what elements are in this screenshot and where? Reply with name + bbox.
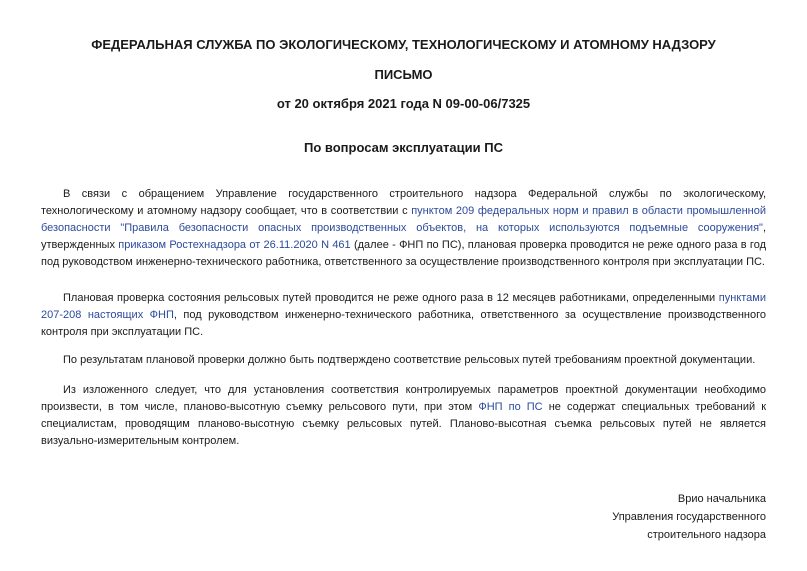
paragraph-text: , под руководством инженерно-технического работника, ответственного за осуществление производственного контроля при эксплуатации ПС. <box>41 309 766 338</box>
paragraph-1 <box>41 186 766 271</box>
document-type: ПИСЬМО <box>374 67 433 82</box>
paragraph-text: не содержат специальных требований к специалистам, проводящим планово-высотную съемку рельсовых путей. Планово-высотная съемка рельсовых путей не является визуально-измерительным контролем. <box>41 401 767 447</box>
document-date-number: от 20 октября 2021 года N 09-00-06/7325 <box>276 96 531 111</box>
paragraph-text: В связи с обращением Управление государственного строительного надзора Федеральной службы по экологическому, технологическому и атомному надзору сообщает, что в соответствии с <box>41 188 766 217</box>
link-points-207-208[interactable]: пунктами 207-208 настоящих ФНП <box>41 292 766 321</box>
signature-line: Врио начальника <box>677 493 766 505</box>
agency-title: ФЕДЕРАЛЬНАЯ СЛУЖБА ПО ЭКОЛОГИЧЕСКОМУ, ТЕХНОЛОГИЧЕСКОМУ И АТОМНОМУ НАДЗОРУ <box>91 37 716 52</box>
paragraph-text: Из изложенного следует, что для установления соответствия контролируемых параметров проектной документации необходимо произвести, в том числе, планово-высотную съемку рельсового пути, при этом <box>41 384 766 413</box>
signature-line: строительного надзора <box>647 529 766 541</box>
paragraph-text: По результатам плановой проверки должно быть подтверждено соответствие рельсовых путей требованиям проектной документации. <box>63 354 756 366</box>
paragraph-text: Плановая проверка состояния рельсовых путей проводится не реже одного раза в 12 месяцев работниками, определенными <box>63 292 719 304</box>
link-fnp-point-209[interactable]: пунктом 209 федеральных норм и правил в области промышленной безопасности "Правила безопасности опасных производственных объектов, на которых используются подъемные сооружения" <box>41 205 766 234</box>
document-subject: По вопросам эксплуатации ПС <box>304 140 503 155</box>
signature-line: Управления государственного <box>612 511 766 523</box>
link-order-461[interactable]: приказом Ростехнадзора от 26.11.2020 N 461 <box>118 239 351 251</box>
paragraph-3 <box>41 352 766 369</box>
link-fnp-ps[interactable]: ФНП по ПС <box>478 401 543 413</box>
signature-block <box>506 490 766 544</box>
paragraph-text: (далее - ФНП по ПС), плановая проверка проводится не реже одного раза в год под руководством инженерно-технического работника, ответственного за осуществление производственного контроля при эксплуатации ПС. <box>41 239 766 268</box>
paragraph-2 <box>41 290 766 341</box>
paragraph-text: , утвержденных <box>41 222 766 251</box>
paragraph-4 <box>41 382 766 450</box>
